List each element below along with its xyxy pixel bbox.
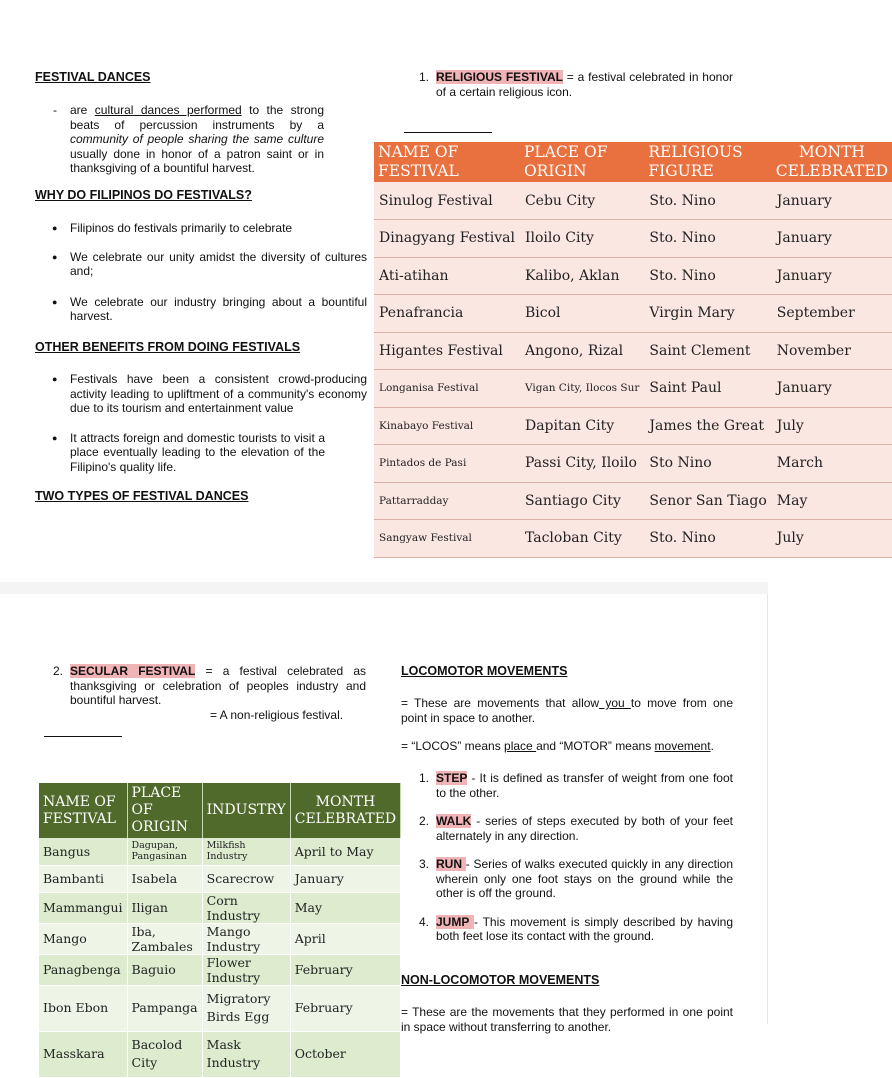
table-cell: Virgin Mary [644, 295, 771, 333]
table-cell: Bicol [520, 295, 644, 333]
table-row [374, 407, 892, 445]
locos-meaning [401, 739, 733, 754]
table-row [374, 370, 892, 408]
divider-line [404, 132, 492, 133]
table-cell: March [772, 445, 892, 483]
table-cell: Sto. Nino [644, 182, 771, 220]
def-italic: community of people sharing the same culture [70, 132, 324, 146]
locomotor-definition [401, 696, 733, 725]
list-item: ● Filipinos do festivals primarily to celebrate [35, 221, 367, 236]
table-cell: Bambanti [39, 865, 127, 892]
table-cell: James the Great [644, 407, 771, 445]
locos-mid: and “MOTOR” means [536, 739, 655, 753]
table-cell: July [772, 407, 892, 445]
religious-festival-definition [436, 70, 733, 99]
table-cell: January [290, 865, 400, 892]
table-cell: Cebu City [520, 182, 644, 220]
religious-number: 1. [419, 70, 430, 84]
table-cell: Pattarradday [374, 482, 520, 520]
move-text: - series of steps executed by both of your feet alternately in any direction. [436, 814, 733, 843]
table-cell: Sto. Nino [644, 257, 771, 295]
table-row [39, 923, 401, 954]
table-row [374, 520, 892, 558]
table-cell: Kinabayo Festival [374, 407, 520, 445]
list-item [401, 857, 733, 901]
move-text: - Series of walks executed quickly in any direction wherein only one foot stays on the ground while the other is off the ground. [436, 857, 733, 900]
table-cell: Penafrancia [374, 295, 520, 333]
table-cell: Baguio [127, 954, 202, 985]
table-cell: Iba, Zambales [127, 923, 202, 954]
move-term: STEP [436, 771, 468, 785]
locos-place: place [504, 739, 537, 753]
table-cell: Dapitan City [520, 407, 644, 445]
table-header-row [374, 142, 892, 182]
document-page-2 [0, 594, 768, 1070]
locomotor-list [401, 771, 733, 958]
secular-festival-definition [70, 664, 366, 708]
table-cell: February [290, 985, 400, 1031]
secular-festival-term: SECULAR FESTIVAL [70, 664, 196, 678]
why-list [35, 221, 367, 324]
table-cell: Longanisa Festival [374, 370, 520, 408]
table-row [374, 182, 892, 220]
table-cell: Pintados de Pasi [374, 445, 520, 483]
table-cell: May [290, 892, 400, 923]
table-cell: Flower Industry [202, 954, 290, 985]
table-cell: Bangus [39, 838, 127, 865]
religious-festival-text: = a festival celebrated in honor of a certain religious icon. [436, 70, 734, 99]
title-festival-dances: FESTIVAL DANCES [35, 70, 151, 84]
table-cell: Panagbenga [39, 954, 127, 985]
locos-pre: = “LOCOS” means [401, 739, 505, 753]
table-cell: Mango Industry [202, 923, 290, 954]
list-number: 2. [419, 814, 430, 828]
column-header: NAME OF FESTIVAL [39, 783, 127, 838]
secular-festival-table [39, 783, 401, 1078]
table-cell: Sangyaw Festival [374, 520, 520, 558]
table-cell: Angono, Rizal [520, 332, 644, 370]
heading-locomotor: LOCOMOTOR MOVEMENTS [401, 664, 568, 678]
table-cell: Bacolod City [127, 1031, 202, 1077]
table-cell: January [772, 370, 892, 408]
table-cell: Milkfish Industry [202, 838, 290, 865]
column-header: PLACE OF ORIGIN [127, 783, 202, 838]
table-cell: Mammangui [39, 892, 127, 923]
table-cell: February [290, 954, 400, 985]
table-cell: Passi City, Iloilo [520, 445, 644, 483]
loco-def-underlined: you [599, 696, 631, 710]
table-cell: Dagupan, Pangasinan [127, 838, 202, 865]
table-cell: Sto. Nino [644, 220, 771, 258]
table-cell: Kalibo, Aklan [520, 257, 644, 295]
table-cell: Masskara [39, 1031, 127, 1077]
table-cell: Isabela [127, 865, 202, 892]
table-cell: Ibon Ebon [39, 985, 127, 1031]
table-cell: Tacloban City [520, 520, 644, 558]
heading-non-locomotor: NON-LOCOMOTOR MOVEMENTS [401, 973, 600, 987]
table-cell: Mango [39, 923, 127, 954]
list-item [401, 771, 733, 800]
table-cell: January [772, 257, 892, 295]
table-cell: April to May [290, 838, 400, 865]
divider-line [44, 736, 122, 737]
table-row [374, 220, 892, 258]
move-term: RUN [436, 857, 466, 871]
move-text: - This movement is simply described by having both feet lose its contact with the ground. [436, 914, 733, 943]
table-row [39, 838, 401, 865]
table-cell: Migratory Birds Egg [202, 985, 290, 1031]
list-item: ● We celebrate our industry bringing about a bountiful harvest. [35, 295, 367, 324]
list-number: 3. [419, 857, 430, 871]
secular-festival-text: = a festival celebrated as thanksgiving or celebration of peoples industry and bountiful harvest. [70, 664, 366, 707]
table-cell: Saint Clement [644, 332, 771, 370]
table-cell: Scarecrow [202, 865, 290, 892]
heading-why-filipinos: WHY DO FILIPINOS DO FESTIVALS? [35, 188, 252, 202]
table-cell: Sinulog Festival [374, 182, 520, 220]
list-item [401, 814, 733, 843]
benefits-list [35, 372, 367, 474]
table-cell: Santiago City [520, 482, 644, 520]
non-locomotor-definition: = These are the movements that they performed in one point in space without transferring to another. [401, 1005, 733, 1034]
festival-dances-definition [70, 103, 324, 176]
list-item: ● Festivals have been a consistent crowd-producing activity leading to upliftment of a community's economy due to its tourism and entertainment value [35, 372, 367, 416]
list-item [401, 915, 733, 944]
list-number: 1. [419, 771, 430, 785]
locos-movement: movement [654, 739, 711, 753]
table-cell: October [290, 1031, 400, 1077]
table-cell: Mask Industry [202, 1031, 290, 1077]
table-cell: January [772, 182, 892, 220]
table-cell: Iligan [127, 892, 202, 923]
heading-other-benefits: OTHER BENEFITS FROM DOING FESTIVALS [35, 340, 301, 354]
table-cell: Vigan City, Ilocos Sur [520, 370, 644, 408]
list-item: ● It attracts foreign and domestic tourists to visit a place eventually leading to the elevation of the Filipino's quality life. [35, 431, 367, 475]
column-header: MONTH CELEBRATED [772, 142, 892, 182]
def-underlined: cultural dances performed [94, 103, 242, 117]
move-term: JUMP [436, 914, 474, 929]
table-cell: September [772, 295, 892, 333]
table-row [39, 985, 401, 1031]
table-cell: Iloilo City [520, 220, 644, 258]
table-cell: November [772, 332, 892, 370]
table-cell: Ati-atihan [374, 257, 520, 295]
locos-post: . [710, 739, 714, 753]
column-header: NAME OF FESTIVAL [374, 142, 520, 182]
list-number: 4. [419, 914, 430, 929]
move-term: WALK [436, 814, 472, 828]
table-row [374, 332, 892, 370]
religious-festival-table [374, 142, 892, 558]
definition-dash: - [53, 103, 57, 117]
column-header: INDUSTRY [202, 783, 290, 838]
column-header: RELIGIOUS FIGURE [644, 142, 771, 182]
table-row [374, 445, 892, 483]
table-cell: Higantes Festival [374, 332, 520, 370]
table-row [374, 295, 892, 333]
column-header: PLACE OF ORIGIN [520, 142, 644, 182]
table-cell: Pampanga [127, 985, 202, 1031]
heading-two-types: TWO TYPES OF FESTIVAL DANCES [35, 489, 249, 503]
table-cell: Corn Industry [202, 892, 290, 923]
religious-festival-term: RELIGIOUS FESTIVAL [436, 70, 563, 84]
table-cell: Sto. Nino [644, 520, 771, 558]
table-cell: April [290, 923, 400, 954]
table-cell: July [772, 520, 892, 558]
table-row [374, 257, 892, 295]
table-cell: Dinagyang Festival [374, 220, 520, 258]
table-row [39, 1031, 401, 1077]
table-cell: Saint Paul [644, 370, 771, 408]
move-text: - It is defined as transfer of weight from one foot to the other. [436, 771, 733, 800]
page-gap [0, 582, 768, 594]
table-row [39, 954, 401, 985]
secular-alt-definition: = A non-religious festival. [210, 708, 344, 722]
loco-def-post: to move from one point in space to another. [401, 696, 733, 725]
def-mid: to the strong beats of percussion instruments by a [70, 103, 324, 132]
table-cell: May [772, 482, 892, 520]
column-header: MONTH CELEBRATED [290, 783, 400, 838]
table-row [39, 865, 401, 892]
table-row [39, 892, 401, 923]
loco-def-pre: = These are movements that allow [401, 696, 600, 710]
def-post: usually done in honor of a patron saint or in thanksgiving of a bountiful harvest. [70, 146, 324, 175]
table-row [374, 482, 892, 520]
table-cell: January [772, 220, 892, 258]
def-pre: are [70, 103, 95, 117]
list-item: ● We celebrate our unity amidst the diversity of cultures and; [35, 250, 367, 279]
table-header-row [39, 783, 401, 838]
table-cell: Sto Nino [644, 445, 771, 483]
secular-number: 2. [53, 664, 64, 678]
table-cell: Senor San Tiago [644, 482, 771, 520]
